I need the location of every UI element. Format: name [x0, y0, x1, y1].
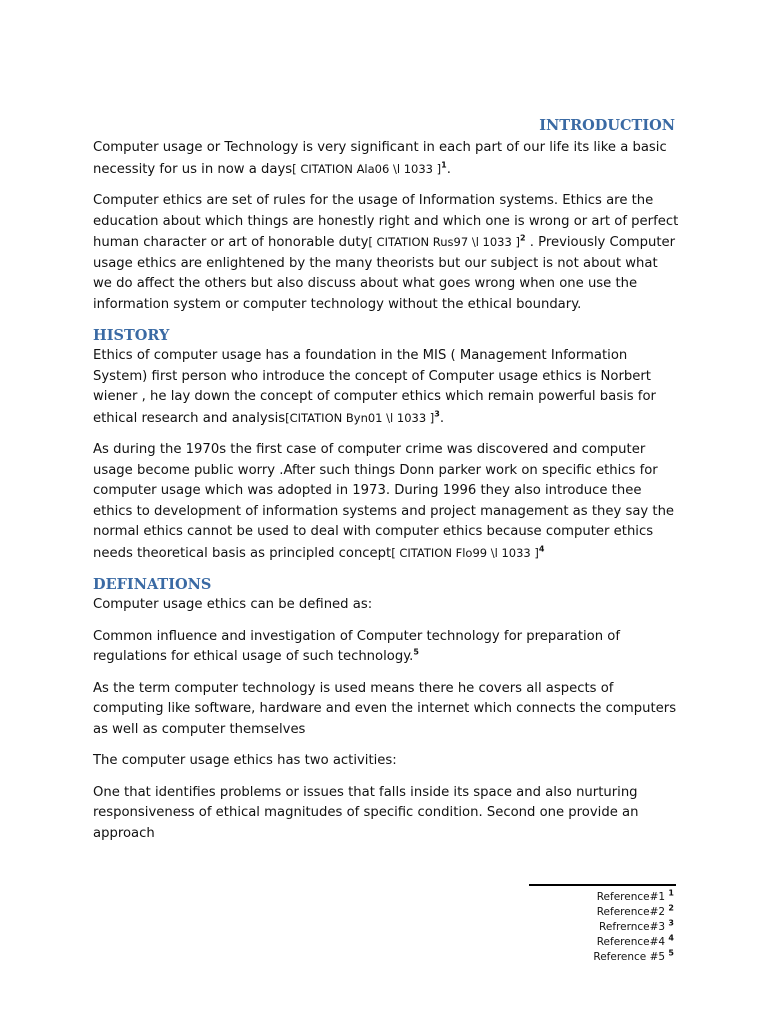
- footnote-superscript: 5: [668, 948, 674, 958]
- intro-p1-text: Computer usage or Technology is very significant in each part of our life its like a basic necessity for us in now a days: [93, 140, 667, 177]
- intro-p2-superscript: 2: [519, 233, 526, 243]
- intro-p1-end: .: [446, 161, 451, 177]
- footnote-label: Reference#1: [596, 891, 666, 903]
- introduction-paragraph-2: [93, 191, 679, 315]
- definitions-heading: DEFINATIONS: [93, 576, 212, 593]
- definitions-p2-text: Common influence and investigation of Computer technology for preparation of regulations for ethical usage of such technology.: [93, 628, 620, 664]
- definitions-paragraph-4: The computer usage ethics has two activities:: [93, 753, 397, 768]
- introduction-paragraph-1: [93, 138, 679, 180]
- definitions-paragraph-2: [93, 627, 679, 668]
- footnote-item: [529, 950, 674, 965]
- footnote-superscript: 2: [668, 903, 674, 913]
- history-p2-citation: [ CITATION Flo99 \l 1033 ]: [391, 545, 539, 560]
- intro-p1-citation: [ CITATION Ala06 \l 1033 ]: [292, 161, 442, 176]
- footnote-superscript: 1: [668, 888, 674, 898]
- footnotes: [529, 884, 676, 965]
- intro-p2-citation: [ CITATION Rus97 \l 1033 ]: [368, 235, 520, 249]
- footnote-item: [529, 920, 674, 935]
- footnote-item: [529, 935, 674, 950]
- document-body: [93, 116, 679, 844]
- history-p1-citation: [CITATION Byn01 \l 1033 ]: [285, 410, 435, 425]
- history-p2-text: As during the 1970s the first case of computer crime was discovered and computer usage become public worry .After such things Donn parker work on specific ethics for computer usage which was adopted in 1973. During 1996 they also introduce thee ethics to development of information systems and project management as they say the normal ethics cannot be used to deal with computer ethics because computer ethics needs theoretical basis as principled concept: [93, 442, 675, 561]
- introduction-heading: INTRODUCTION: [539, 117, 675, 134]
- history-paragraph-1: [93, 346, 679, 429]
- definitions-paragraph-1: Computer usage ethics can be defined as:: [93, 597, 373, 612]
- definitions-paragraph-3: As the term computer technology is used means there he covers all aspects of computing like software, hardware and even the internet which connects the computers as well as computer themselves: [93, 680, 677, 737]
- intro-p2-end: . Previously Computer usage ethics are enlightened by the many theorists but our subject is not about what we do affect the others but also discuss about what goes wrong when one use the information system or computer technology without the ethical boundary.: [93, 235, 676, 312]
- history-paragraph-2: [93, 440, 679, 564]
- footnote-superscript: 3: [668, 918, 674, 928]
- history-p1-text: Ethics of computer usage has a foundation in the MIS ( Management Information System) first person who introduce the concept of Computer usage ethics is Norbert wiener , he lay down the concept of computer ethics which remain powerful basis for ethical research and analysis: [93, 348, 656, 426]
- footnote-list: [529, 890, 676, 965]
- intro-p1-superscript: 1: [441, 160, 447, 170]
- footnote-label: Reference#2: [596, 906, 666, 918]
- intro-p2-text: Computer ethics are set of rules for the usage of Information systems. Ethics are the education about which things are honestly right and which one is wrong or art of perfect human character or art of honorable duty: [93, 193, 679, 250]
- definitions-p2-superscript: 5: [413, 647, 419, 657]
- footnote-label: Refrernce#3: [599, 921, 666, 933]
- history-p2-superscript: 4: [538, 544, 545, 554]
- history-p1-end: .: [439, 410, 445, 426]
- footnote-separator: [529, 884, 676, 886]
- footnote-item: [529, 890, 674, 905]
- history-p1-superscript: 3: [434, 409, 440, 419]
- footnote-label: Reference #5: [593, 951, 666, 963]
- footnote-item: [529, 905, 674, 920]
- history-heading: HISTORY: [93, 327, 170, 344]
- definitions-paragraph-5: One that identifies problems or issues that falls inside its space and also nurturing responsiveness of ethical magnitudes of specific condition. Second one provide an approach: [93, 784, 639, 841]
- footnote-superscript: 4: [668, 933, 674, 943]
- footnote-label: Reference#4: [596, 936, 666, 948]
